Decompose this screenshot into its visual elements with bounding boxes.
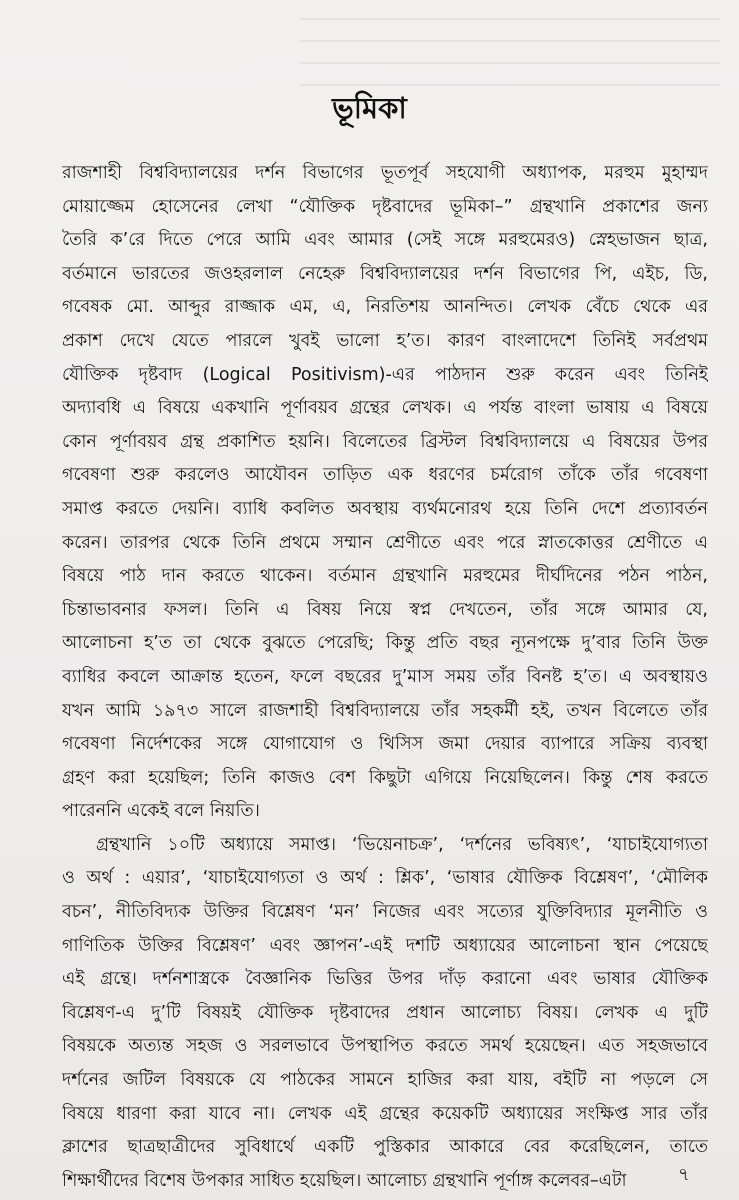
text-line: করেন। তারপর থেকে তিনি প্রথমে সম্মান শ্রেণীতে এবং পরে স্নাতকোত্তর শ্রেণীতে এ	[62, 532, 708, 553]
text-line: ও অর্থ : এয়ার’, ‘যাচাইযোগ্যতা ও অর্থ : শ্লিক’, ‘ভাষার যৌক্তিক বিশ্লেষণ’, ‘মৌলিক	[62, 868, 708, 889]
text-line: বিষয়ে ধারণা করা যাবে না। লেখক এই গ্রন্থের কয়েকটি অধ্যায়ের সংক্ষিপ্ত সার তাঁর	[62, 1103, 708, 1124]
page-number: ৭	[678, 1164, 690, 1185]
text-line: গ্রহণ করা হয়েছিল; তিনি কাজও বেশ কিছুটা এগিয়ে নিয়েছিলেন। কিন্তু শেষ করতে	[62, 767, 708, 788]
bleed-through-shadow	[300, 18, 720, 98]
text-line: তৈরি ক’রে দিতে পেরে আমি এবং আমার (সেই সঙ্গে মরহুমেরও) স্নেহভাজন ছাত্র,	[62, 230, 708, 251]
text-line: বর্তমানে ভারতের জওহরলাল নেহেরু বিশ্ববিদ্যালয়ের দর্শন বিভাগের পি, এইচ, ডি,	[62, 263, 708, 284]
text-line: দর্শনের জটিল বিষয়কে যে পাঠকের সামনে হাজির করা যায়, বইটি না পড়লে সে	[62, 1070, 708, 1091]
paragraph-1	[62, 157, 708, 829]
text-line: বিষয়ে পাঠ দান করতে থাকেন। বর্তমান গ্রন্থখানি মরহুমের দীর্ঘদিনের পঠন পাঠন,	[62, 566, 708, 587]
text-line: গ্রন্থখানি ১০টি অধ্যায়ে সমাপ্ত। ‘ভিয়েনাচক্র’, ‘দর্শনের ভবিষ্যৎ’, ‘যাচাইযোগ্যতা	[96, 834, 708, 855]
text-line: বিশ্লেষণ-এ দু’টি বিষয়ই যৌক্তিক দৃষ্টবাদের প্রধান আলোচ্য বিষয়। লেখক এ দুটি	[62, 1002, 708, 1023]
text-line: অদ্যাবধি এ বিষয়ে একখানি পূর্ণাবয়ব গ্রন্থের লেখক। এ পর্যন্ত বাংলা ভাষায় এ বিষয়ে	[62, 398, 708, 419]
text-line: পারেননি একেই বলে নিয়তি।	[62, 801, 260, 822]
text-line: গবেষক মো. আব্দুর রাজ্জাক এম, এ, নিরতিশয় আনন্দিত। লেখক বেঁচে থেকে এর	[62, 297, 708, 318]
text-line: আলোচনা হ’ত তা থেকে বুঝতে পেরেছি; কিন্তু প্রতি বছর ন্যূনপক্ষে দু’বার তিনি উক্ত	[62, 633, 708, 654]
text-line: চিন্তাভাবনার ফসল। তিনি এ বিষয় নিয়ে স্বপ্ন দেখতেন, তাঁর সঙ্গে আমার যে,	[62, 599, 708, 620]
text-line: প্রকাশ দেখে যেতে পারলে খুবই ভালো হ’ত। কারণ বাংলাদেশে তিনিই সর্বপ্রথম	[62, 330, 708, 351]
text-line: এই গ্রন্থে। দর্শনশাস্ত্রকে বৈজ্ঞানিক ভিত্তির উপর দাঁড় করানো এবং ভাষার যৌক্তিক	[62, 969, 708, 990]
text-line: গাণিতিক উক্তির বিশ্লেষণ’ এবং জ্ঞাপন’-এই দশটি অধ্যায়ের আলোচনা স্থান পেয়েছে	[62, 935, 708, 956]
text-line: বচন’, নীতিবিদ্যক উক্তির বিশ্লেষণ ‘মন’ নিজের এবং সত্যের যুক্তিবিদ্যার মূলনীতি ও	[62, 902, 708, 923]
text-line: ব্যাধির কবলে আক্রান্ত হতেন, ফলে বছরের দু’মাস সময় তাঁর বিনষ্ট হ’ত। এ অবস্থায়ও	[62, 666, 708, 687]
text-line: গবেষণা শুরু করলেও আযৌবন তাড়িত এক ধরণের চর্মরোগ তাঁকে তাঁর গবেষণা	[62, 465, 708, 486]
text-line: ক্লাশের ছাত্রছাত্রীদের সুবিধার্থে একটি পুস্তিকার আকারে বের করেছিলেন, তাতে	[62, 1137, 708, 1158]
text-line: যখন আমি ১৯৭৩ সালে রাজশাহী বিশ্ববিদ্যালয়ে তাঁর সহকর্মী হই, তখন বিলেতে তাঁর	[62, 700, 708, 721]
paragraph-2	[62, 829, 708, 1199]
text-line: রাজশাহী বিশ্ববিদ্যালয়ের দর্শন বিভাগের ভূতপূর্ব সহযোগী অধ্যাপক, মরহুম মুহাম্মদ	[62, 163, 708, 183]
page-title: ভূমিকা	[332, 91, 407, 125]
text-line: কোন পূর্ণাবয়ব গ্রন্থ প্রকাশিত হয়নি। বিলেতের ব্রিস্টল বিশ্ববিদ্যালয়ে এ বিষয়ের উপর	[62, 431, 708, 452]
text-line: শিক্ষার্থীদের বিশেষ উপকার সাধিত হয়েছিল। আলোচ্য গ্রন্থখানি পূর্ণাঙ্গ কলেবর–এটা	[62, 1170, 627, 1191]
body-text	[62, 157, 708, 1198]
text-line: যৌক্তিক দৃষ্টবাদ (Logical Positivism)-এর পাঠদান শুরু করেন এবং তিনিই	[62, 364, 708, 385]
text-line: গবেষণা নির্দেশকের সঙ্গে যোগাযোগ ও থিসিস জমা দেয়ার ব্যাপারে সক্রিয় ব্যবস্থা	[62, 734, 708, 755]
text-line: বিষয়কে অত্যন্ত সহজ ও সরলভাবে উপস্থাপিত করতে সমর্থ হয়েছেন। এত সহজভাবে	[62, 1036, 708, 1057]
text-line: সমাপ্ত করতে দেয়নি। ব্যাধি কবলিত অবস্থায় ব্যর্থমনোরথ হয়ে তিনি দেশে প্রত্যাবর্তন	[62, 498, 708, 519]
text-line: মোয়াজ্জেম হোসেনের লেখা “যৌক্তিক দৃষ্টবাদের ভূমিকা–” গ্রন্থখানি প্রকাশের জন্য	[62, 196, 708, 217]
